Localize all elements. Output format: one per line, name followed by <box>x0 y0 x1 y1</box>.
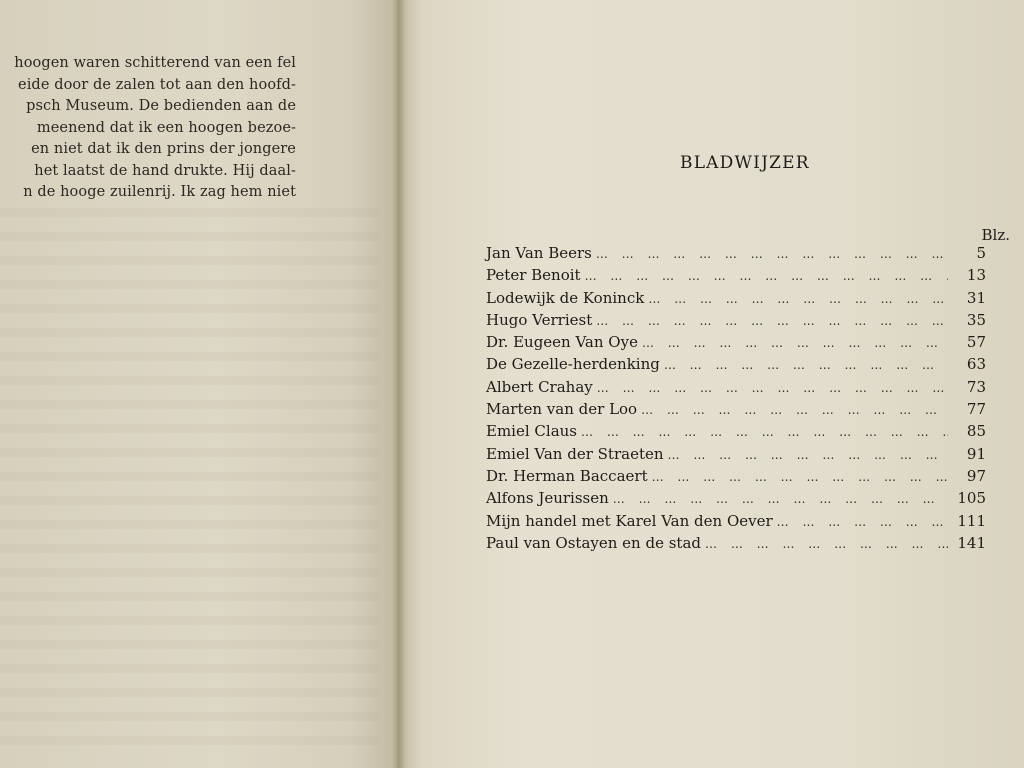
page-column-header: Blz. <box>981 226 1010 244</box>
toc-entry-name: Albert Crahay <box>486 377 593 396</box>
text-line: eide door de zalen tot aan den hoofd- <box>18 76 296 93</box>
toc-entry <box>486 445 986 467</box>
toc-entry-name: Hugo Verriest <box>486 310 593 329</box>
toc-entry <box>486 378 986 400</box>
toc-entry <box>486 244 986 266</box>
leader-dots <box>596 247 948 261</box>
toc-entry <box>486 311 986 333</box>
leader-dots <box>668 448 948 462</box>
toc-entry <box>486 333 986 355</box>
leader-dots <box>641 403 948 417</box>
toc-entry-page: 77 <box>966 400 986 419</box>
toc-entry-name: Lodewijk de Koninck <box>486 288 645 307</box>
left-page <box>0 0 398 768</box>
toc-entry-name: Emiel Van der Straeten <box>486 444 664 463</box>
toc-entry-name: Dr. Herman Baccaert <box>486 466 648 485</box>
leader-dots <box>596 314 948 328</box>
leader-dots <box>777 515 948 529</box>
leader-dots <box>648 292 948 306</box>
toc-entry-name: De Gezelle-herdenking <box>486 355 660 374</box>
toc-entry-name: Marten van der Loo <box>486 400 638 419</box>
toc-entry-name: Jan Van Beers <box>486 244 592 262</box>
toc-title: BLADWIJZER <box>680 153 810 173</box>
toc-entry-page: 141 <box>957 533 986 552</box>
left-page-text <box>0 53 296 204</box>
toc-entry-page: 5 <box>976 244 986 262</box>
toc-entry-name: Mijn handel met Karel Van den Oever <box>486 511 773 530</box>
toc-entry-page: 97 <box>966 466 986 485</box>
toc-entry-page: 85 <box>966 422 986 441</box>
toc-entry-name: Alfons Jeurissen <box>486 489 609 508</box>
toc-entry <box>486 266 986 288</box>
toc-entry-page: 57 <box>966 333 986 352</box>
text-line: psch Museum. De bedienden aan de <box>26 98 296 114</box>
text-line: en niet dat ik den prins der jongere <box>31 141 296 157</box>
toc-entry-page: 63 <box>966 355 986 374</box>
toc-entry-page: 13 <box>966 266 986 285</box>
toc-entry-name: Emiel Claus <box>486 422 577 441</box>
leader-dots <box>597 381 948 395</box>
text-line: meenend dat ik een hoogen bezoe- <box>36 119 296 136</box>
toc-entry <box>486 512 986 534</box>
toc-entry-page: 105 <box>957 489 986 508</box>
toc-entry-name: Paul van Ostayen en de stad <box>486 533 702 552</box>
toc-entry <box>486 422 986 444</box>
toc-entry-page: 31 <box>966 288 986 307</box>
book-gutter <box>392 0 406 768</box>
leader-dots <box>613 492 948 506</box>
toc-entry-page: 73 <box>966 377 986 396</box>
toc-entry <box>486 289 986 311</box>
text-line: hoogen waren schitterend van een fel <box>14 55 296 71</box>
toc-entry-page: 91 <box>966 444 986 463</box>
table-of-contents <box>486 244 986 556</box>
text-line: het laatst de hand drukte. Hij daal- <box>34 162 296 179</box>
leader-dots <box>664 358 948 372</box>
toc-entry <box>486 355 986 377</box>
toc-entry-name: Peter Benoit <box>486 266 581 285</box>
leader-dots <box>642 336 948 350</box>
toc-entry <box>486 400 986 422</box>
leader-dots <box>581 425 948 439</box>
toc-entry-page: 111 <box>957 511 986 530</box>
toc-entry <box>486 467 986 489</box>
toc-entry-name: Dr. Eugeen Van Oye <box>486 333 638 352</box>
show-through-text <box>0 208 380 748</box>
toc-entry <box>486 489 986 511</box>
text-line: n de hooge zuilenrij. Ik zag hem niet <box>23 184 296 200</box>
toc-entry-page: 35 <box>966 310 986 329</box>
leader-dots <box>705 537 948 551</box>
leader-dots <box>585 269 948 283</box>
toc-entry <box>486 534 986 556</box>
leader-dots <box>652 470 948 484</box>
